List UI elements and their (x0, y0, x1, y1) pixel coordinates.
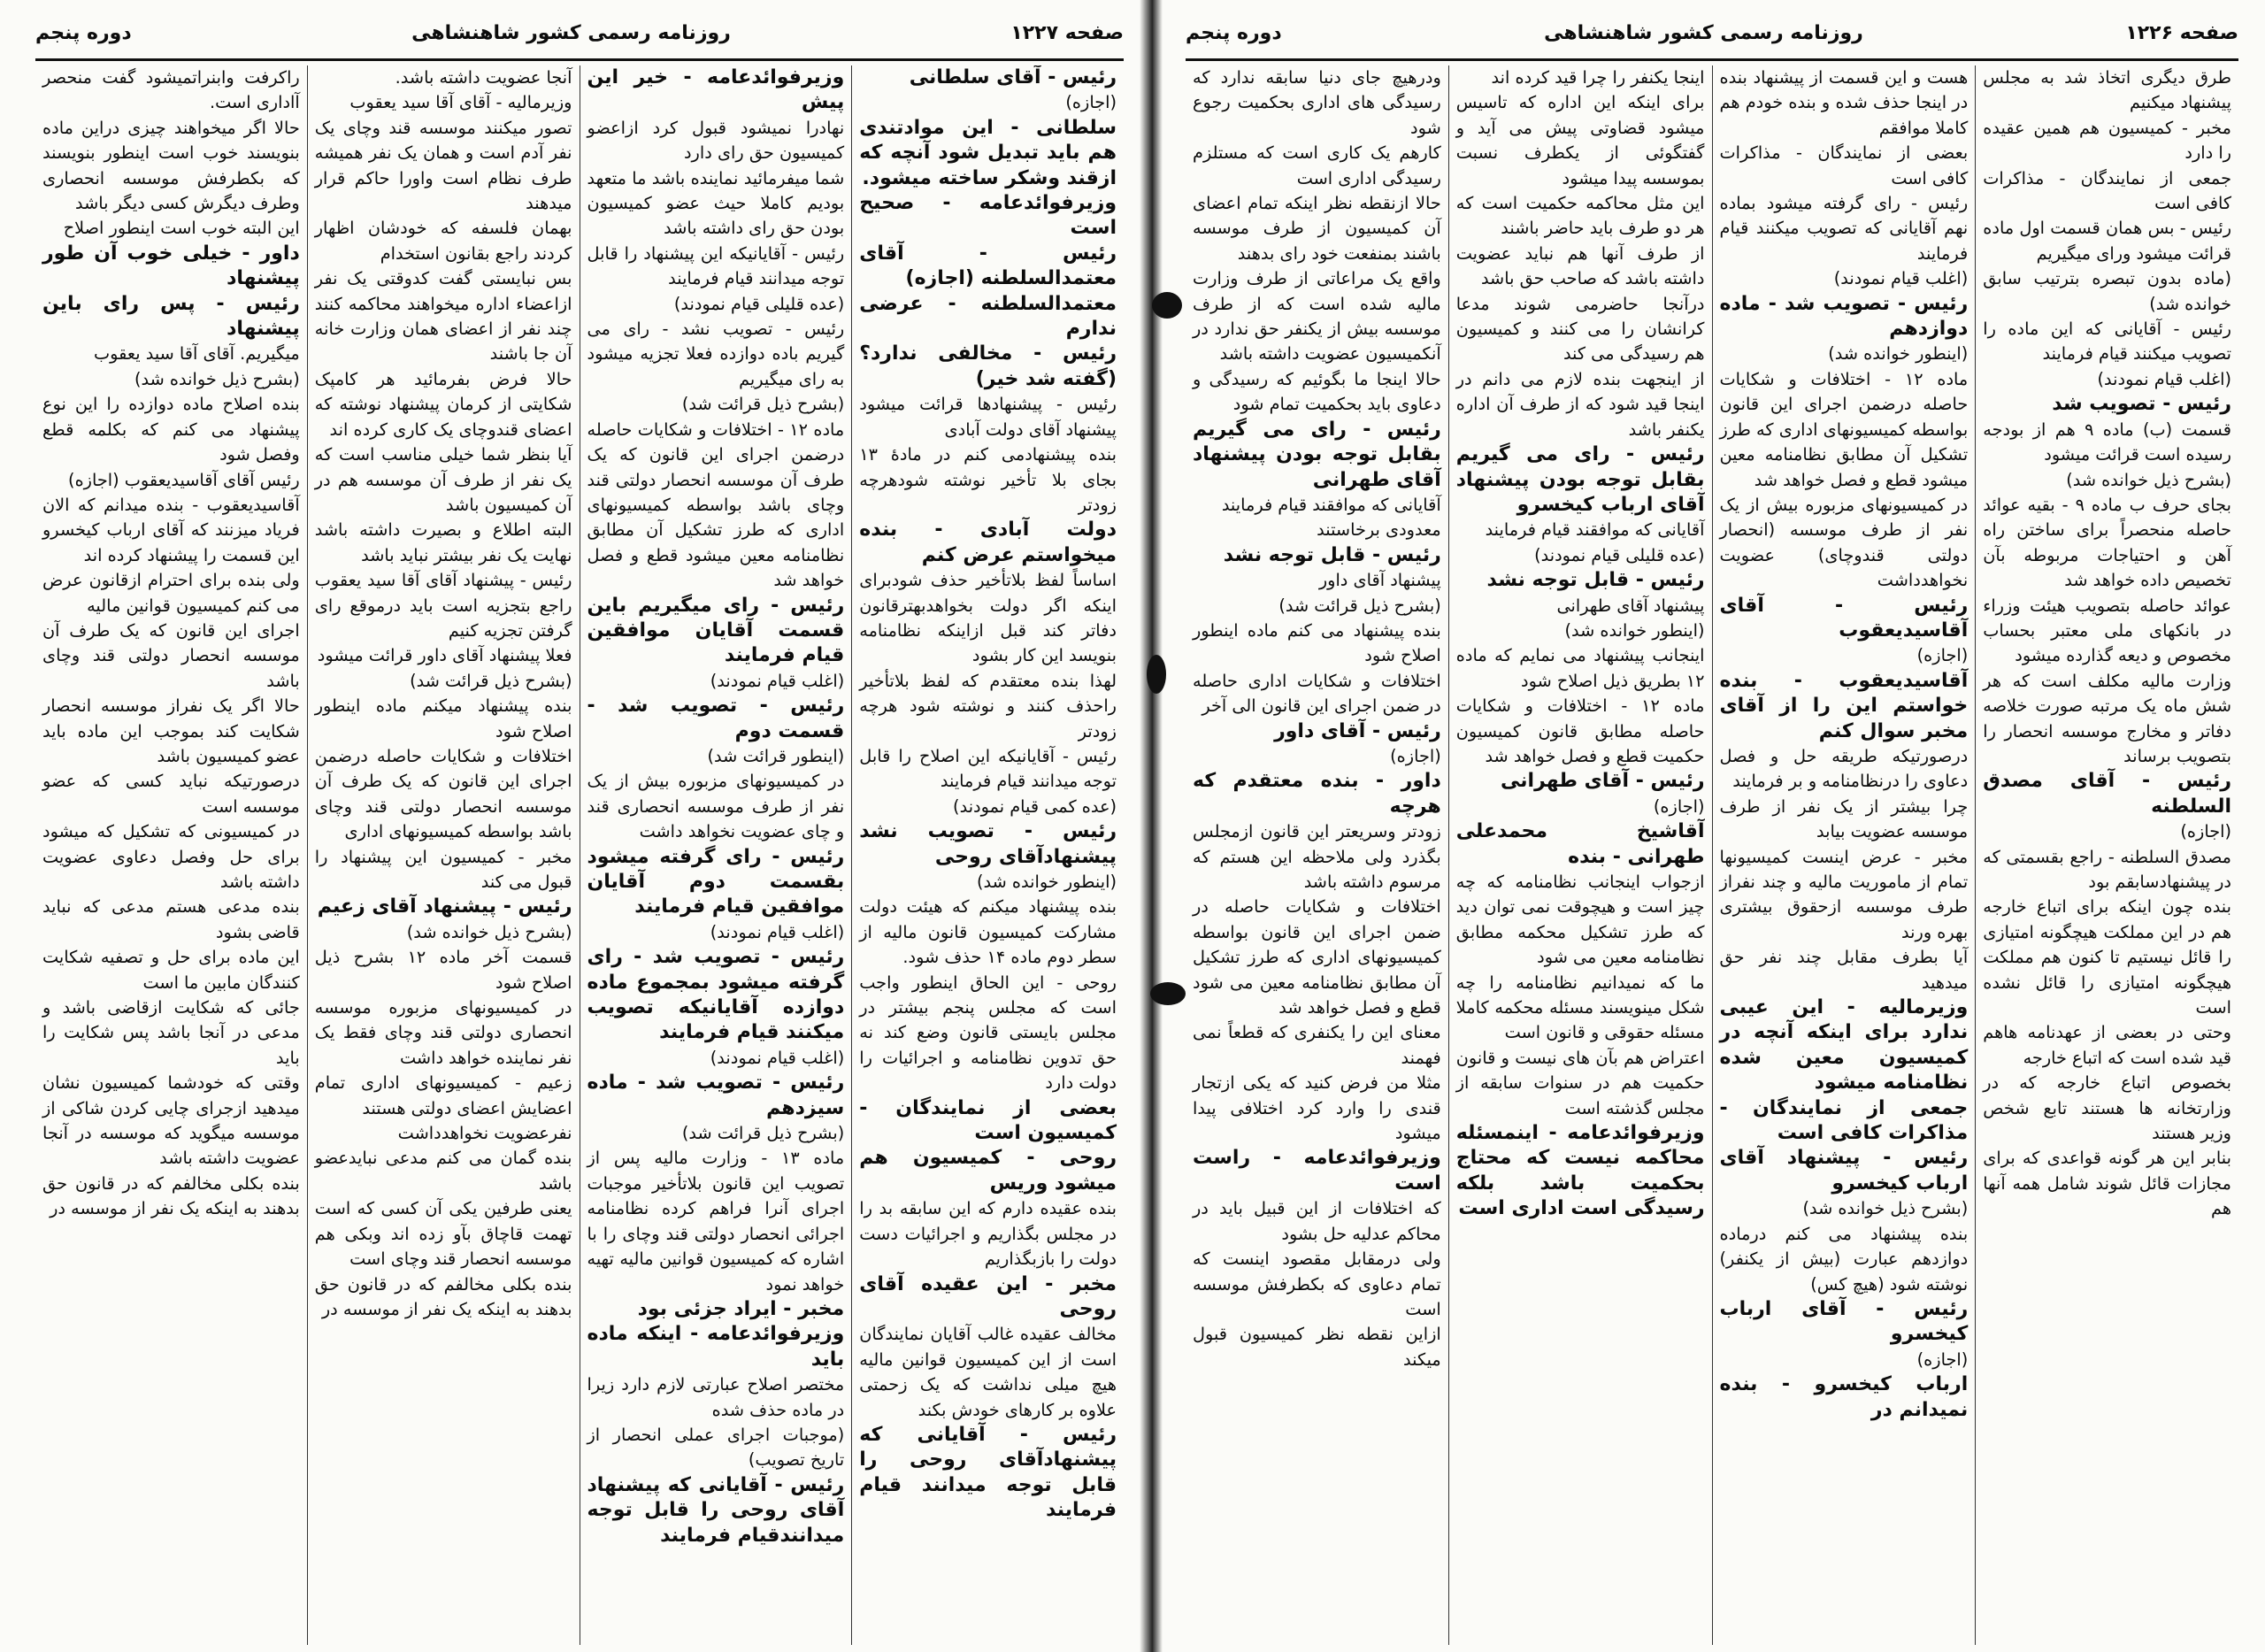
paragraph: مختصر اصلاح عبارتی لازم دارد زیرا در ماده حذف شده (587, 1374, 845, 1420)
paragraph: (بشرح ذیل خوانده شد) (406, 921, 572, 942)
paragraph: (اجازه) (1916, 1348, 1969, 1370)
paragraph: ولی درمقابل مقصود اینست که تمام دعاوی که بکطرفش موسسه است (1193, 1249, 1441, 1319)
text-column (1975, 65, 2238, 1645)
paragraph: (عده قلیلی قیام نمودند) (1534, 544, 1705, 565)
paragraph: بنده عقیده دارم که این سابقه بد را در مجلس بگذاریم و اجرائیات دست دولت را بازبگذاریم (859, 1198, 1117, 1270)
paragraph: رئیس - رای گرفته میشود بماده نهم آقایانی که تصویب میکنند قیام فرمایند (1719, 193, 1969, 264)
paragraph: بنده پیشنهادمی کنم در مادهٔ ۱۳ بجای بلا تأخیر نوشته شودهرچه زودتر (859, 444, 1117, 515)
paragraph: معنای این را یکنفری که قطعاً نمی فهمند (1193, 1022, 1441, 1068)
paragraph: (اغلب قیام نمودند) (1833, 268, 1969, 289)
paragraph: مثلا من فرض کنید که یکی ازتجار قندی را وارد کرد اختلافی پیدا میشود (1193, 1072, 1441, 1144)
speaker-paragraph: داور - بنده معتقدم که هرچه (1193, 770, 1441, 818)
paragraph: ما که نمیدانیم نظامنامه را چه شکل مینویسند مسئله محکمه کاملا مسئله حقوقی و قانون است (1455, 972, 1705, 1043)
speaker-paragraph: رئیس - پیشنهاد آقای ارباب کیخسرو (1719, 1147, 1969, 1195)
paragraph: کارهم یک کاری است که مستلزم رسیدگی اداری است (1193, 142, 1441, 188)
paragraph: اینجانب پیشنهاد می نمایم که ماده ۱۲ بطریق ذیل اصلاح شود (1455, 645, 1705, 691)
speaker-paragraph: داور - خیلی خوب آن طور پیشنهاد (42, 242, 300, 290)
paragraph: واقع یک مراعاتی از طرف وزارت مالیه شده است که از طرف موسسه بیش از یکنفر حق ندارد در آنکمیسیون عضویت داشته باشد (1193, 268, 1441, 365)
speaker-paragraph: رئیس - تصویب شد - رای گرفته میشود بمجموع ماده دوازده آقایانیکه تصویب میکنند قیام فرمایند (587, 946, 845, 1044)
paragraph: (اجازه) (1390, 745, 1441, 766)
paragraph: ماده ۱۳ - وزارت مالیه پس از تصویب این قانون بلاتأخیر موجبات اجرای آنرا فراهم کرده نظامنامه اجرائی انحصار دولتی قند وچای را با اشاره که کمیسیون قوانین مالیه تهیه خواهد نمود (587, 1148, 845, 1295)
text-columns (35, 65, 1124, 1645)
paragraph: روحی - این الحاق اینطور واجب است که مجلس پنجم بیشتر در مجلس بایستی قانون وضع کند نه حق تدوین نظامنامه و اجرائیات را دولت دارد (859, 972, 1117, 1094)
text-column (1712, 65, 1976, 1645)
ink-blot (1152, 292, 1182, 319)
paragraph: پیشنهاد آقای طهرانی (1556, 595, 1705, 616)
speaker-paragraph: رئیس - تصویب شد - قسمت دوم (587, 695, 845, 742)
paragraph: آنجا عضویت داشته باشد. (395, 67, 572, 88)
paragraph: بنده پیشنهاد می کنم ماده اینطور اصلاح شود (1193, 619, 1441, 666)
paragraph: ولی بنده برای احترام ازقانون عرض می کنم کمیسیون قوانین مالیه (42, 570, 300, 616)
paragraph: بنده اصلاح ماده دوازده را این نوع پیشنهاد می کنم که بکلمه قطع وفصل شود (42, 394, 300, 465)
paragraph: جمعی از نمایندگان - مذاکرات کافی است (1983, 167, 2231, 214)
paragraph: وزیرمالیه - آقای آقا سید یعقوب (349, 92, 572, 113)
speaker-paragraph: رئیس - پس رای باین پیشنهاد (42, 292, 300, 341)
paragraph: بنده بکلی مخالفم که در قانون حق بدهند به اینکه یک نفر از موسسه در (42, 1172, 300, 1219)
paragraph: (اغلب قیام نمودند) (2097, 368, 2231, 389)
speaker-paragraph: رئیس - آقای مصدق السلطنه (1983, 770, 2231, 818)
header-title: روزنامه رسمی کشور شاهنشاهی (1544, 21, 1863, 44)
paragraph: از طرف آنها هم نباید عضویت داشته باشد که صاحب حق باشد (1455, 242, 1705, 289)
paragraph: رئیس - آقایانیکه این پیشنهاد را قابل توجه میدانند قیام فرمایند (587, 242, 845, 289)
paragraph: ازاین نقطه نظر کمیسیون قبول میکند (1193, 1324, 1441, 1370)
speaker-paragraph: معتمدالسلطنه - عرضی ندارم (859, 292, 1117, 341)
paragraph: پیشنهاد آقای داور (1318, 570, 1441, 591)
paragraph: (بشرح ذیل خوانده شد) (1802, 1198, 1969, 1219)
ink-blot (1150, 982, 1186, 1005)
speaker-paragraph: سلطانی - این موادتندی هم باید تبدیل شود آنچه که ازقند وشکر ساخته میشود. (859, 116, 1117, 189)
page-header (35, 12, 1124, 53)
paragraph: وزارت مالیه مکلف است که هر شش ماه یک مرتبه صورت خلاصه دفاتر و مخارج موسسه انحصار را بتصویب برساند (1983, 670, 2231, 766)
paragraph: رئیس - پیشنهاد آقای آقا سید یعقوب راجع بتجزیه است باید درموقع رای گرفتن تجزیه کنیم (314, 570, 572, 641)
paragraph: مخالف عقیده غالب آقایان نمایندگان است از این کمیسیون قوانین مالیه هیچ میلی نداشت که یک زحمتی علاوه بر کارهای خودش بکند (859, 1324, 1117, 1420)
paragraph: بجای حرف ب ماده ۹ - بقیه عوائد حاصله منحصراً برای ساختن راه آهن و احتیاجات مربوطه بآن تخصیص داده خواهد شد (1983, 494, 2231, 591)
paragraph: برای اینکه این اداره که تاسیس میشود قضاوتی پیش می آید و گفتگوئی از یکطرف نسبت بموسسه پیدا میشود (1455, 92, 1705, 188)
speaker-paragraph: رئیس - رای می گیریم بقابل توجه بودن پیشنهاد آقای ارباب کیخسرو (1455, 443, 1705, 516)
paragraph: در کمیسیونهای مزبوره موسسه انحصاری دولتی قند وچای فقط یک نفر نماینده خواهد داشت (314, 997, 572, 1068)
paragraph: چرا بیشتر از یک نفر از طرف موسسه عضویت بیابد (1719, 795, 1969, 842)
speaker-paragraph: مخبر - این عقیده آقای روحی (859, 1272, 1117, 1320)
speaker-paragraph: رئیس - آقای طهرانی (1501, 770, 1705, 793)
paragraph: درصورتیکه نباید کسی که عضو موسسه است (42, 771, 300, 817)
paragraph: (بشرح ذیل خوانده شد) (2066, 469, 2231, 490)
speaker-paragraph: ارباب کیخسرو - بنده نمیدانم در (1719, 1373, 1969, 1421)
paragraph: (بشرح ذیل قرائت شد) (681, 394, 845, 415)
paragraph: بنده پیشنهاد میکنم که هیئت دولت مشارکت کمیسیون قانون مالیه از سطر دوم ماده ۱۴ حذف شود. (859, 896, 1117, 968)
paragraph: نهادرا نمیشود قبول کرد ازاعضو کمیسیون حق رای دارد (587, 117, 845, 164)
ink-blot (1147, 655, 1166, 694)
paragraph: (اجازه) (1065, 92, 1117, 113)
page-header (1186, 12, 2238, 53)
paragraph: حالا اگر میخواهند چیزی دراین ماده بنویسند خوب است اینطور بنویسند که بکطرفش موسسه انحصاری وطرف دیگرش کسی دیگر باشد (42, 117, 300, 214)
header-rule (1186, 58, 2238, 61)
paragraph: رئیس - پیشنهادها قرائت میشود پیشنهاد آقای دولت آبادی (859, 394, 1117, 440)
speaker-paragraph: رئیس - رای گرفته میشود بقسمت دوم آقایان موافقین قیام فرمایند (587, 845, 845, 918)
paragraph: ودرهیچ جای دنیا سابقه ندارد که رسیدگی های اداری بحکمیت رجوع شود (1193, 67, 1441, 138)
paragraph: اختلافات و شکایات حاصله در ضمن اجرای این قانون بواسطه کمیسیونهای اداری که طرز تشکیل آن مطابق نظامنامه معین می شود قطع و فصل خواهد شد (1193, 896, 1441, 1018)
speaker-paragraph: بعضی از نمایندگان - کمیسیون است (859, 1096, 1117, 1145)
paragraph: رئیس - آقایانیکه این اصلاح را قابل توجه میدانند قیام فرمایند (859, 745, 1117, 792)
speaker-paragraph: رئیس - تصویب شد - ماده سیزدهم (587, 1072, 845, 1119)
paragraph: آقایانی که موافقند قیام فرمایند (1221, 494, 1441, 515)
paragraph: آیا بنظر شما خیلی مناسب است که یک نفر از طرف آن موسسه هم در آن کمیسیون باشد (314, 444, 572, 515)
paragraph: (ماده بدون تبصره بترتیب سابق خوانده شد) (1983, 268, 2231, 314)
paragraph: بهمان فلسفه که خودشان اظهار کردند راجع بقانون استخدام (314, 218, 572, 264)
paragraph: بعضی از نمایندگان - مذاکرات کافی است (1719, 142, 1969, 188)
paragraph: (بشرح ذیل قرائت شد) (410, 670, 572, 691)
paragraph: طرق دیگری اتخاذ شد به مجلس پیشنهاد میکنیم (1983, 67, 2231, 113)
speaker-paragraph: رئیس - آقایانی که پیشنهاد آقای روحی را قابل توجه میدانندقیام فرمایند (587, 1473, 845, 1547)
paragraph: بنده پیشنهاد می کنم درماده دوازدهم عبارت (بیش از یکنفر) نوشته شود (هیچ کس) (1719, 1223, 1969, 1295)
header-page-number: صفحه ۱۲۲۶ (2125, 21, 2238, 44)
paragraph: رئیس آقای آقاسیدیعقوب (اجازه) (68, 469, 300, 490)
paragraph: ماده ۱۲ - اختلافات و شکایات حاصله درضمن اجرای این قانون بواسطه کمیسیونهای اداری که طرز تشکیل آن مطابق نظامنامه معین میشود قطع و فصل خواهد شد (1719, 368, 1969, 490)
speaker-paragraph: رئیس - آقایانی که پیشنهادآقای روحی را قابل توجه میدانند قیام فرمایند (859, 1423, 1117, 1522)
paragraph: (بشرح ذیل خوانده شد) (134, 368, 300, 389)
paragraph: قسمت (ب) ماده ۹ هم از بودجه رسیده است قرائت میشود (1983, 419, 2231, 465)
paragraph: در کمیسیونی که تشکیل که میشود برای حل وفصل دعاوی عضویت داشته باشد (42, 821, 300, 892)
paragraph: (اجازه) (2180, 821, 2231, 842)
header-period: دوره پنجم (35, 21, 132, 44)
paragraph: بنده بکلی مخالفم که در قانون حق بدهند به اینکه یک نفر از موسسه در (314, 1273, 572, 1319)
paragraph: (اغلب قیام نمودند) (710, 670, 845, 691)
paragraph: (بشرح ذیل قرائت شد) (681, 1123, 845, 1144)
speaker-paragraph: جمعی از نمایندگان - مذاکرات کافی است (1719, 1096, 1969, 1145)
paragraph: حالا ازنقطه نظر اینکه تمام اعضای آن کمیسیون از طرف موسسه باشند بمنفعت خود رای بدهند (1193, 193, 1441, 264)
speaker-paragraph: مخبر - ایراد جزئی بود (637, 1297, 845, 1320)
paragraph: اعتراض هم بآن های نیست و قانون حکمیت هم در سنوات سابقه از مجلس گذشته است (1455, 1047, 1705, 1118)
speaker-paragraph: وزیرفوائدعامه - اینمسئله محاکمه نیست که محتاج بحکمیت باشد بلکه رسیدگی است اداری است (1455, 1122, 1705, 1220)
paragraph: ماده ۱۲ - اختلافات و شکایات حاصله درضمن اجرای این قانون که یک طرف آن موسسه انحصار دولتی قند وچای باشد بواسطه کمیسیونهای اداری که طرز تشکیل آن مطابق نظامنامه معین میشود قطع و فصل خواهد شد (587, 419, 845, 591)
paragraph: (اینطور قرائت شد) (707, 745, 845, 766)
speaker-paragraph: رئیس - مخالفی ندارد؟ (گفته شد خیر) (859, 342, 1117, 390)
paragraph: (عده کمی قیام نمودند) (953, 795, 1117, 817)
paragraph: درصورتیکه طریقه حل و فصل دعاوی را درنظامنامه و بر فرمایند (1719, 745, 1969, 792)
paragraph: اختلافات و شکایات حاصله درضمن اجرای این قانون که یک طرف آن موسسه انحصار دولتی قند وچای باشد بواسطه کمیسیونهای اداری (314, 745, 572, 842)
paragraph: آیا بطرف مقابل چند نفر حق میدهید (1719, 947, 1969, 993)
speaker-paragraph: رئیس - پیشنهاد آقای زعیم (317, 895, 572, 918)
paragraph: ازجواب اینجانب نظامنامه که چه چیز است و هیچوقت نمی توان دید که طرز تشکیل محکمه مطابق نظامنامه معین می شود (1455, 872, 1705, 968)
paragraph: رئیس - بس همان قسمت اول ماده قرائت میشود ورای میگیریم (1983, 218, 2231, 264)
speaker-paragraph: رئیس - آقای آقاسیدیعقوب (1719, 594, 1969, 642)
paragraph: تصور میکنند موسسه قند وچای یک نفر آدم است و همان یک نفر همیشه طرف نظام است واورا حاکم قرار میدهند (314, 117, 572, 214)
paragraph: این البته خوب است اینطور اصلاح (63, 218, 300, 239)
speaker-paragraph: رئیس - آقای ارباب کیخسرو (1719, 1297, 1969, 1346)
paragraph: حالا اینجا ما بگوئیم که رسیدگی و دعاوی باید بحکمیت تمام شود (1193, 368, 1441, 415)
paragraph: آقایانی که موافقند قیام فرمایند (1485, 519, 1705, 541)
paragraph: رئیس - آقایانی که این ماده را تصویب میکنند قیام فرمایند (1983, 319, 2231, 365)
text-column (851, 65, 1124, 1645)
paragraph: (عده قلیلی قیام نمودند) (673, 293, 845, 314)
paragraph: بنابر این هر گونه قواعدی که برای مجازات قائل شوند شامل همه آنها هم (1983, 1148, 2231, 1219)
paragraph: (اینطور خوانده شد) (1564, 619, 1705, 641)
paragraph: مخبر - عرض اینست کمیسیونها تمام از ماموریت مالیه و چند نفراز طرف موسسه ازحقوق بیشتری بهره ورند (1719, 846, 1969, 942)
speaker-paragraph: رئیس - تصویب شد - ماده دوازدهم (1719, 292, 1969, 341)
speaker-paragraph: وزیرفوائدعامه - اینکه ماده باید (587, 1323, 845, 1371)
paragraph: در کمیسیونهای مزبوره بیش از یک نفر از طرف موسسه (انحصار دولتی قندوچای) عضویت نخواهدداشت (1719, 494, 1969, 591)
paragraph: عوائد حاصله بتصویب هیئت وزراء در بانکهای ملی معتبر بحساب مخصوص و دیعه گذارده میشود (1983, 595, 2231, 666)
paragraph: وحتی در بعضی از عهدنامه هاهم قید شده است که اتباع خارجه (1983, 1022, 2231, 1068)
speaker-paragraph: وزیرفوائدعامه - خیر این پیش (587, 66, 845, 114)
paragraph: اساساً لفظ بلاتأخیر حذف شودبرای اینکه اگر دولت بخواهدبهترقانون دفاتر کند قبل ازاینکه نظامنامه بنویسد این کار بشود (859, 570, 1117, 666)
speaker-paragraph: وزیرفوائدعامه - راست است (1193, 1147, 1441, 1195)
paragraph: زعیم - کمیسیونهای اداری تمام اعضایش اعضای دولتی هستند (314, 1072, 572, 1118)
speaker-paragraph: آقاسیدیعقوب - بنده خواستم این را از آقای مخبر سوال کنم (1719, 669, 1969, 742)
paragraph: یعنی طرفین یکی آن کسی که است تهمت قاچاق بآو زده اند وبکی هم موسسه انحصار قند وچای است (314, 1198, 572, 1270)
speaker-paragraph: رئیس - رای می گیریم بقابل توجه بودن پیشنهاد آقای طهرانی (1193, 418, 1441, 491)
paragraph: بخصوص اتباع خارجه که در وزارتخانه ها هستند تابع شخص وزیر هستند (1983, 1072, 2231, 1144)
speaker-paragraph: رئیس - رای میگیریم باین قسمت آقایان موافقین قیام فرمایند (587, 594, 845, 667)
speaker-paragraph: آقاشیخ محمدعلی طهرانی - بنده (1455, 820, 1705, 868)
header-page-number: صفحه ۱۲۲۷ (1010, 21, 1124, 44)
speaker-paragraph: رئیس - آقای داور (1274, 719, 1441, 742)
speaker-paragraph: رئیس - قابل توجه نشد (1486, 569, 1705, 592)
paragraph: این مثل محاکمه حکمیت است که هر دو طرف باید حاضر باشند (1455, 193, 1705, 239)
paragraph: (اغلب قیام نمودند) (710, 921, 845, 942)
paragraph: اجرای این قانون که یک طرف آن موسسه انحصار دولتی قند وچای باشد (42, 619, 300, 691)
paragraph: نفرعضویت نخواهدداشت (397, 1123, 572, 1144)
paragraph: شما میفرمائید نماینده باشد ما متعهد بودیم کاملا حیث عضو کمیسیون بودن حق رای داشته باشد (587, 167, 845, 239)
text-column (1186, 65, 1448, 1645)
paragraph: بنده چون اینکه برای اتباع خارجه هم در این مملکت هیچگونه امتیازی را قائل نیستیم تا کنون هم مملکت هیچگونه امتیازی را قائل نشده است (1983, 896, 2231, 1018)
right-page (1150, 0, 2265, 1652)
paragraph: اختلافات و شکایات اداری حاصله در ضمن اجرای این قانون الی آخر (1193, 670, 1441, 717)
speaker-paragraph: دولت آبادی - بنده میخواستم عرض کنم (859, 519, 1117, 566)
paragraph: بنده گمان می کنم مدعی نبایدعضو باشد (314, 1148, 572, 1194)
paragraph: البته اطلاع و بصیرت داشته باشد نهایت یک نفر بیشتر نباید باشد (314, 519, 572, 565)
paragraph: درآنجا حاضرمی شوند مدعا کرانشان را می کنند و کمیسیون هم رسیدگی می کند (1455, 293, 1705, 365)
paragraph: (اغلب قیام نمودند) (710, 1047, 845, 1068)
header-period: دوره پنجم (1186, 21, 1282, 44)
speaker-paragraph: وزیرمالیه - این عیبی ندارد برای اینکه آنچه در کمیسیون معین شده نظامنامه میشود (1719, 996, 1969, 1095)
paragraph: (موجبات اجرای عملی انحصار از تاریخ تصویب) (587, 1424, 845, 1471)
paragraph: که اختلافات از این قبیل باید در محاکم عدلیه حل بشود (1193, 1198, 1441, 1244)
paragraph: لهذا بنده معتقدم که لفظ بلاتأخیر راحذف کنند و نوشته شود هرچه زودتر (859, 670, 1117, 741)
paragraph: فعلا پیشنهاد آقای داور قرائت میشود (317, 645, 572, 666)
speaker-paragraph: رئیس - قابل توجه نشد (1223, 543, 1441, 566)
speaker-paragraph: رئیس - تصویب نشد پیشنهادآقای روحی (859, 820, 1117, 868)
paragraph: وقتی که خودشما کمیسیون نشان میدهید ازجرای چایی کردن شاکی از موسسه میگوید که موسسه در آنجا عضویت داشته باشد (42, 1072, 300, 1169)
paragraph: ماده ۱۲ - اختلافات و شکایات حاصله مطابق قانون کمیسیون حکمیت قطع و فصل خواهد شد (1455, 695, 1705, 766)
paragraph: (اجازه) (1916, 645, 1969, 666)
speaker-paragraph: وزیرفوائدعامه - صحیح است (859, 192, 1117, 240)
text-columns (1186, 65, 2238, 1645)
speaker-paragraph: رئیس - آقای سلطانی (909, 66, 1117, 88)
paragraph: در کمیسیونهای مزبوره بیش از یک نفر از طرف موسسه انحصاری قند و چای عضویت نخواهد داشت (587, 771, 845, 842)
paragraph: اینجا یکنفر را چرا قید کرده اند (1491, 67, 1705, 88)
paragraph: زودتر وسریعتر این قانون ازمجلس بگذرد ولی ملاحظه این هستم که مرسوم داشته باشد (1193, 821, 1441, 892)
paragraph: بنده پیشنهاد میکنم ماده اینطور اصلاح شود (314, 695, 572, 741)
paragraph: مخبر - کمیسیون این پیشنهاد را قبول می کند (314, 846, 572, 892)
paragraph: حالا فرض بفرمائید هر کامپک شکایتی از کرمان پیشنهاد نوشته که اعضای قندوچای یک کاری کرده اند (314, 368, 572, 440)
paragraph: آقاسیدیعقوب - بنده میدانم که الان فریاد میزنند که آقای ارباب کیخسرو این قسمت را پیشنهاد کرده اند (42, 494, 300, 565)
speaker-paragraph: رئیس - تصویب شد (2052, 393, 2231, 416)
paragraph: هست و این قسمت از پیشنهاد بنده در اینجا حذف شده و بنده خودم هم کاملا موافقم (1719, 67, 1969, 138)
paragraph: (بشرح ذیل قرائت شد) (1278, 595, 1441, 616)
paragraph: (اینطور خوانده شد) (976, 872, 1117, 892)
paragraph: حالا اگر یک نفراز موسسه انحصار شکایت کند بموجب این ماده باید عضو کمیسیون باشد (42, 695, 300, 766)
speaker-paragraph: روحی - کمیسیون هم میشود وریس (859, 1147, 1117, 1195)
text-column (580, 65, 852, 1645)
paragraph: بنده مدعی هستم مدعی که نباید قاضی بشود (42, 896, 300, 942)
header-rule (35, 58, 1124, 61)
paragraph: رئیس - تصویب نشد - رای می گیریم باده دوازده فعلا تجزیه میشود به رای میگیریم (587, 319, 845, 389)
text-column (35, 65, 307, 1645)
paragraph: بس نبایستی گفت کدوقتی یک نفر ازاعضاء اداره میخواهند محاکمه کنند چند نفر از اعضای همان وزارت خانه آن جا باشند (314, 268, 572, 365)
text-column (1448, 65, 1712, 1645)
paragraph: مصدق السلطنه - راجع بقسمتی که در پیشنهادسابقم بود (1983, 846, 2231, 892)
text-column (307, 65, 580, 1645)
paragraph: میگیریم. آقای آقا سید یعقوب (94, 343, 300, 365)
speaker-paragraph: رئیس - آقای معتمدالسلطنه (اجازه) (859, 242, 1117, 290)
paragraph: قسمت آخر ماده ۱۲ بشرح ذیل اصلاح شود (314, 947, 572, 993)
paragraph: راکرفت وابنراتمیشود گفت منحصر آاداری است. (42, 67, 300, 113)
header-title: روزنامه رسمی کشور شاهنشاهی (411, 21, 731, 44)
paragraph: این ماده برای حل و تصفیه شکایت کنندگان مابین ما است (42, 947, 300, 993)
paragraph: مخبر - کمیسیون هم همین عقیده را دارد (1983, 117, 2231, 164)
paragraph: معدودی برخاستند (1317, 519, 1441, 541)
paragraph: از اینجهت بنده لازم می دانم در اینجا قید شود که از طرف آن اداره یکنفر باشد (1455, 368, 1705, 440)
paragraph: (اینطور خوانده شد) (1828, 343, 1969, 365)
paragraph: جائی که شکایت ازقاضی باشد و مدعی در آنجا باشد پس شکایت را باید (42, 997, 300, 1068)
paragraph: (اجازه) (1653, 795, 1705, 817)
